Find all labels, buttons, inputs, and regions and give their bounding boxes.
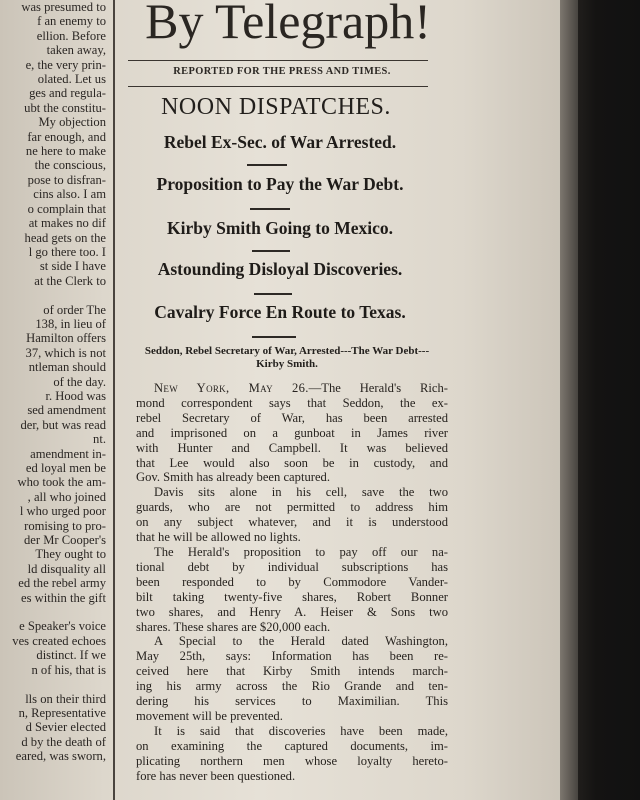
masthead-title: By Telegraph! — [145, 0, 431, 49]
left-column-line: 138, in lieu of — [35, 316, 106, 331]
left-column-line: They ought to — [35, 547, 106, 562]
telegraph-column — [122, 0, 452, 800]
left-column-line: ntleman should — [28, 360, 106, 375]
article-line: mond correspondent says that Seddon, the ex- — [136, 395, 448, 410]
left-column-line: pose to disfran- — [27, 172, 106, 187]
dispatch-title: NOON DISPATCHES. — [161, 94, 391, 120]
article-line: dering his services to Maximilian. This — [136, 694, 448, 709]
article-line: tional debt by individual subscriptions has — [136, 559, 448, 574]
left-column-line: Hamilton offers — [26, 331, 106, 346]
left-column-line: distinct. If we — [36, 648, 106, 663]
headline-divider-1 — [247, 164, 287, 166]
article-line: ceived here that Kirby Smith intends march- — [136, 664, 448, 679]
headline-divider-2 — [250, 208, 290, 210]
left-column-line: sed amendment — [27, 403, 106, 418]
left-column-line: st side I have — [39, 259, 106, 274]
left-column-line: ubt the constitu- — [24, 100, 106, 115]
article-line: movement will be prevented. — [136, 708, 283, 723]
left-column-line: 37, which is not — [25, 345, 106, 360]
page-edge-shadow — [560, 0, 640, 800]
left-column-line: l who urged poor — [19, 504, 106, 519]
dateline: New York, May 26. — [154, 381, 309, 395]
left-column-line — [0, 288, 108, 302]
left-column-line: n, Representative — [18, 705, 106, 720]
article-line: that Lee would also soon be in custody, and — [136, 455, 448, 470]
left-column-line: es within the gift — [21, 590, 106, 605]
article-line: Davis sits alone in his cell, save the two — [154, 485, 448, 500]
left-column-text — [0, 0, 108, 800]
article-line: The Herald's proposition to pay off our na- — [154, 544, 448, 559]
headline-divider-5 — [252, 336, 296, 338]
left-column-line: e, the very prin- — [25, 57, 106, 72]
article-line: bilt taking twenty-five shares, Robert Bonner — [136, 589, 448, 604]
article-line: ing his army across the Rio Grande and ten- — [136, 679, 448, 694]
article-line: It is said that discoveries have been made, — [154, 723, 448, 738]
article-line: two shares, and Henry A. Heiser & Sons two — [136, 604, 448, 619]
left-column-line: e Speaker's voice — [19, 619, 106, 634]
left-column-line: r. Hood was — [45, 388, 106, 403]
left-column-line: f an enemy to — [37, 14, 106, 29]
headline-4: Astounding Disloyal Discoveries. — [157, 259, 403, 279]
left-column-line: l go there too. I — [28, 244, 106, 259]
article-line: on any subject whatever, and it is understood — [136, 515, 448, 530]
left-column-line: head gets on the — [24, 230, 106, 245]
column-rule — [113, 0, 115, 800]
left-column-line: ed the rebel army — [18, 576, 106, 591]
left-column-line: olated. Let us — [37, 72, 106, 87]
left-column-line: was presumed to — [21, 0, 106, 14]
left-column-line — [0, 605, 108, 619]
article-line: with Hunter and Campbell. It was believed — [136, 440, 448, 455]
article-line: fore has never been questioned. — [136, 768, 296, 783]
left-column-line: at makes no dif — [28, 216, 106, 231]
article-line: on examining the captured documents, im- — [136, 738, 448, 753]
headline-5: Cavalry Force En Route to Texas. — [154, 302, 406, 322]
left-column-line: ne here to make — [25, 144, 106, 159]
article-subhead: Seddon, Rebel Secretary of War, Arrested---The War Debt---Kirby Smith. — [144, 345, 430, 370]
left-column-line — [0, 677, 108, 691]
left-column-line: the conscious, — [34, 158, 106, 173]
left-column-line: far enough, and — [27, 129, 106, 144]
left-column-line: , all who joined — [27, 489, 106, 504]
article-line: Gov. Smith has already been captured. — [136, 470, 330, 485]
article-body — [136, 381, 448, 783]
article-line: guards, who are not permitted to address him — [136, 500, 448, 515]
left-column-line: ves created echoes — [12, 633, 106, 648]
article-line: plicating northern men whose loyalty hereto- — [136, 753, 448, 768]
left-column-line: ld disquality all — [27, 561, 106, 576]
article-line: shares. These shares are $20,000 each. — [136, 619, 331, 634]
left-column-line: der Mr Cooper's — [23, 533, 106, 548]
left-column-line: of the day. — [53, 374, 106, 389]
headline-divider-4 — [254, 293, 292, 295]
left-column-line: at the Clerk to — [34, 273, 106, 288]
article-line: —The Herald's Rich- — [308, 381, 448, 395]
article-line: and imprisoned on a gunboat in James river — [136, 425, 448, 440]
byline: REPORTED FOR THE PRESS AND TIMES. — [173, 66, 391, 77]
article-line: that he will be allowed no lights. — [136, 530, 301, 545]
left-column-line: amendment in- — [30, 446, 106, 461]
article-line: rebel Secretary of War, has been arrested — [136, 410, 448, 425]
left-column-line: of order The — [43, 302, 106, 317]
headline-divider-3 — [252, 250, 290, 252]
article-line: A Special to the Herald dated Washington, — [154, 634, 448, 649]
left-column-line: der, but was read — [20, 417, 106, 432]
left-column-line: nt. — [93, 432, 106, 447]
left-column-line: o complain that — [27, 201, 106, 216]
headline-3: Kirby Smith Going to Mexico. — [166, 218, 394, 238]
left-column-line: d Sevier elected — [25, 720, 106, 735]
left-column-line: who took the am- — [17, 475, 106, 490]
left-column-line: n of his, that is — [31, 662, 106, 677]
left-column-line: ed loyal men be — [25, 461, 106, 475]
left-column-line: cins also. I am — [33, 187, 106, 202]
headline-2: Proposition to Pay the War Debt. — [156, 174, 404, 194]
left-column-line: My objection — [38, 115, 106, 130]
article-line: been responded to by Commodore Vander- — [136, 574, 448, 589]
rule-top — [128, 60, 428, 61]
left-column-line: taken away, — [46, 43, 106, 58]
left-column-line: eared, was sworn, — [15, 749, 106, 764]
rule-byline — [128, 86, 428, 87]
left-column-line: d by the death of — [21, 734, 106, 749]
left-column-line: ges and regula- — [29, 86, 106, 101]
article-line-first — [136, 381, 448, 396]
left-column-line: ellion. Before — [36, 28, 106, 43]
left-column-line: lls on their third — [25, 691, 106, 706]
headline-1: Rebel Ex-Sec. of War Arrested. — [163, 132, 397, 152]
article-line: May 25th, says: Information has been re- — [136, 649, 448, 664]
left-column-line: romising to pro- — [24, 518, 106, 533]
